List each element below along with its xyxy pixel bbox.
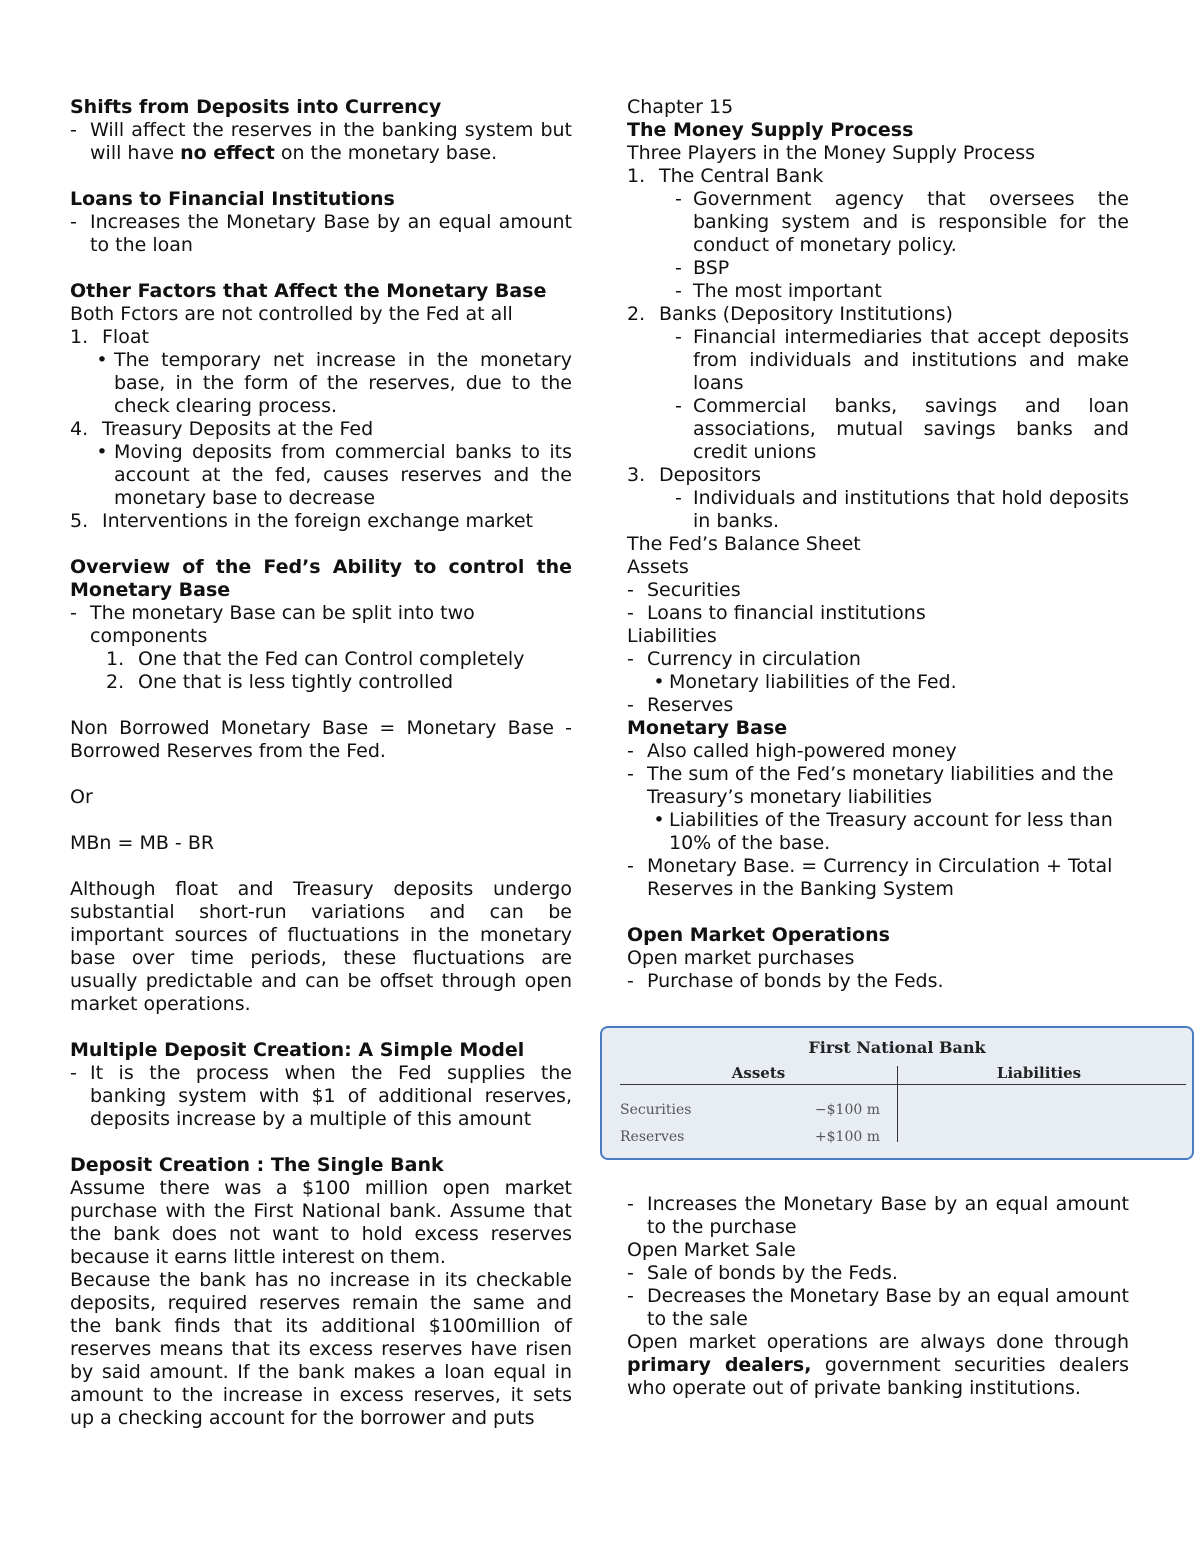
chapter-title: The Money Supply Process	[627, 119, 914, 141]
column-divider	[897, 1066, 898, 1142]
other-factors-heading: Other Factors that Affect the Monetary Base	[70, 280, 547, 302]
player-depositors: 3. Depositors	[627, 464, 761, 486]
table-row-label: Securities	[620, 1102, 692, 1118]
omp-item: - Purchase of bonds by the Feds.	[627, 970, 1129, 993]
overview-item: - The monetary Base can be split into two components	[70, 602, 572, 648]
banks-item: - Commercial banks, savings and loan associations, mutual savings banks and credit unions	[627, 395, 1129, 464]
loans-heading: Loans to Financial Institutions	[70, 188, 395, 210]
single-bank-para-2: Because the bank has no increase in its checkable deposits, required reserves remain the same and the bank finds that its additional $100million of reserves means that its excess reserves have risen by said amount. If the bank makes a loan equal in amount to the increase in excess reserves, it sets up a checking account for the borrower and puts	[70, 1269, 572, 1429]
table-row-value: −$100 m	[814, 1102, 880, 1118]
monetary-base-item: - The sum of the Fed’s monetary liabilities and the Treasury’s monetary liabilities	[627, 763, 1129, 809]
single-bank-para-1: Assume there was a $100 million open market purchase with the First National bank. Assume that the bank does not want to hold excess reserves because it earns little interest on them.	[70, 1177, 572, 1268]
depositors-item: - Individuals and institutions that hold deposits in banks.	[627, 487, 1129, 533]
formula-mbn: MBn = MB - BR	[70, 832, 215, 854]
table-row-label: Reserves	[620, 1129, 685, 1145]
float-bullet: • The temporary net increase in the monetary base, in the form of the reserves, due to the check clearing process.	[70, 349, 572, 418]
chapter-label: Chapter 15	[627, 96, 734, 118]
loans-item: - Increases the Monetary Base by an equal amount to the loan	[70, 211, 572, 257]
player-banks: 2. Banks (Depository Institutions)	[627, 303, 953, 325]
multiple-deposit-item: - It is the process when the Fed supplies the banking system with $1 of additional reserves, deposits increase by a multiple of this amount	[70, 1062, 572, 1131]
liability-item: - Reserves	[627, 694, 1129, 717]
no-effect-emphasis: no effect	[180, 142, 275, 164]
shifts-heading: Shifts from Deposits into Currency	[70, 96, 442, 118]
banks-item: - Financial intermediaries that accept deposits from individuals and institutions and make loans	[627, 326, 1129, 395]
omo-heading: Open Market Operations	[627, 924, 890, 946]
central-bank-item: - The most important	[627, 280, 1129, 303]
asset-item: - Securities	[627, 579, 1129, 602]
monetary-base-bullet: • Liabilities of the Treasury account for less than 10% of the base.	[649, 809, 1129, 855]
header-rule	[620, 1084, 1186, 1085]
central-bank-item: - BSP	[627, 257, 1129, 280]
overview-sub-2: 2. One that is less tightly controlled	[106, 671, 454, 693]
treasury-item: 4. Treasury Deposits at the Fed	[70, 418, 374, 440]
single-bank-heading: Deposit Creation : The Single Bank	[70, 1154, 444, 1176]
omp-effect: - Increases the Monetary Base by an equal amount to the purchase	[627, 1193, 1129, 1239]
assets-label: Assets	[627, 556, 689, 578]
players-intro: Three Players in the Money Supply Process	[627, 142, 1035, 164]
monetary-base-heading: Monetary Base	[627, 717, 788, 739]
multiple-deposit-heading: Multiple Deposit Creation: A Simple Model	[70, 1039, 525, 1061]
overview-heading: Overview of the Fed’s Ability to control the Monetary Base	[70, 556, 572, 601]
closing-paragraph: Open market operations are always done through primary dealers, government securities dealers who operate out of private banking institutions.	[627, 1331, 1129, 1399]
liability-bullet: • Monetary liabilities of the Fed.	[649, 671, 1129, 694]
float-item: 1. Float	[70, 326, 149, 348]
central-bank-item: - Government agency that oversees the banking system and is responsible for the conduct of monetary policy.	[627, 188, 1129, 257]
formula-non-borrowed: Non Borrowed Monetary Base = Monetary Base - Borrowed Reserves from the Fed.	[70, 717, 572, 762]
interventions-item: 5. Interventions in the foreign exchange market	[70, 510, 533, 532]
treasury-bullet: • Moving deposits from commercial banks to its account at the fed, causes reserves and the monetary base to decrease	[70, 441, 572, 510]
liability-item: - Currency in circulation	[627, 648, 1129, 671]
oms-label: Open Market Sale	[627, 1239, 796, 1261]
float-paragraph: Although float and Treasury deposits undergo substantial short-run variations and can be important sources of fluctuations in the monetary base over time periods, these fluctuations are usually predictable and can be offset through open market operations.	[70, 878, 572, 1015]
first-national-bank-table	[600, 1026, 1194, 1160]
primary-dealers-emphasis: primary dealers,	[627, 1354, 812, 1376]
balance-sheet-label: The Fed’s Balance Sheet	[627, 533, 861, 555]
or-text: Or	[70, 786, 93, 808]
monetary-base-item: - Also called high-powered money	[627, 740, 1129, 763]
overview-sub-1: 1. One that the Fed can Control completely	[106, 648, 525, 670]
assets-header: Assets	[731, 1064, 786, 1082]
shifts-item: - Will affect the reserves in the banking system but will have no effect on the monetary base.	[70, 119, 572, 165]
liabilities-label: Liabilities	[627, 625, 717, 647]
monetary-base-item: - Monetary Base. = Currency in Circulation + Total Reserves in the Banking System	[627, 855, 1129, 901]
oms-item: - Sale of bonds by the Feds.	[627, 1262, 1129, 1285]
omp-label: Open market purchases	[627, 947, 855, 969]
player-central-bank: 1. The Central Bank	[627, 165, 824, 187]
liabilities-header: Liabilities	[996, 1064, 1082, 1082]
left-column	[70, 96, 572, 1430]
oms-item: - Decreases the Monetary Base by an equal amount to the sale	[627, 1285, 1129, 1331]
asset-item: - Loans to financial institutions	[627, 602, 1129, 625]
table-row-value: +$100 m	[814, 1129, 880, 1145]
table-title: First National Bank	[808, 1038, 986, 1057]
right-column	[627, 96, 1129, 1400]
other-factors-intro: Both Fctors are not controlled by the Fed at all	[70, 303, 513, 325]
